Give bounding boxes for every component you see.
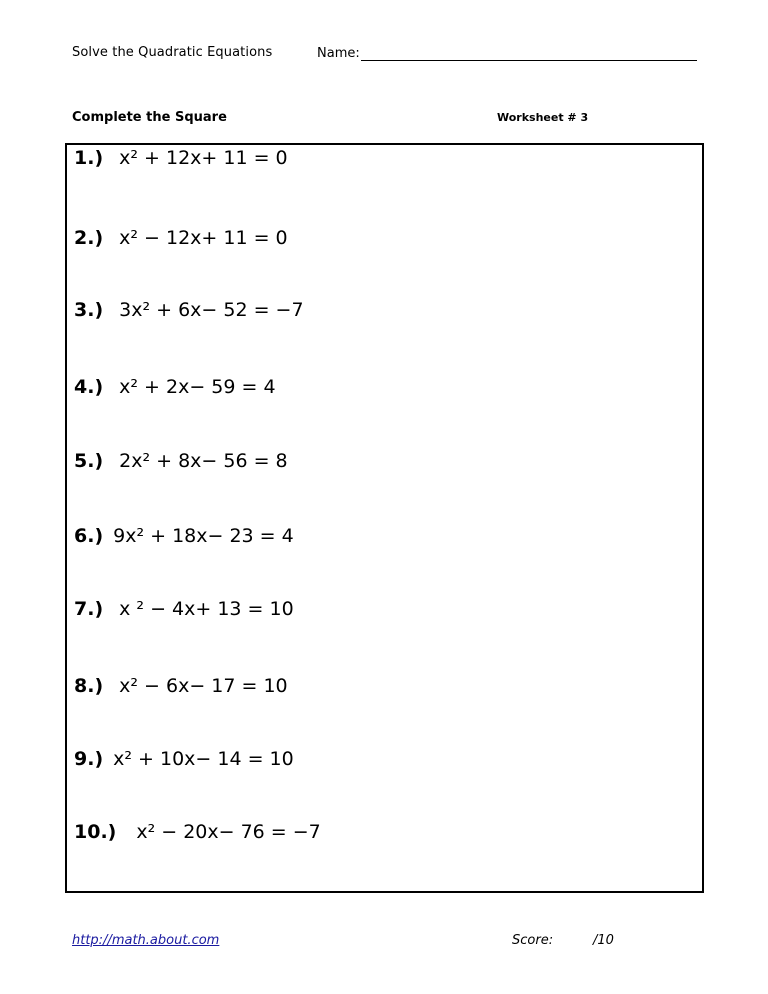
problem-item <box>74 376 276 398</box>
problem-item <box>74 598 294 620</box>
name-label: Name: <box>317 46 360 61</box>
problem-item <box>74 748 294 770</box>
name-blank-line <box>361 45 697 61</box>
problem-number: 6.) <box>74 525 104 547</box>
problem-item <box>74 675 288 697</box>
problem-equation: 2x² + 8x− 56 = 8 <box>119 450 288 472</box>
problem-item <box>74 147 288 169</box>
problem-number: 8.) <box>74 675 104 697</box>
score-total: /10 <box>593 933 614 948</box>
problem-equation: 3x² + 6x− 52 = −7 <box>119 299 304 321</box>
worksheet-title: Solve the Quadratic Equations <box>72 45 273 60</box>
section-title: Complete the Square <box>72 110 227 125</box>
problem-equation: x ² − 4x+ 13 = 10 <box>119 598 294 620</box>
problem-number: 10.) <box>74 821 117 843</box>
name-field-row <box>317 45 697 61</box>
source-link[interactable]: http://math.about.com <box>72 933 220 948</box>
problem-number: 2.) <box>74 227 104 249</box>
problem-equation: x² + 2x− 59 = 4 <box>119 376 276 398</box>
problem-number: 9.) <box>74 748 104 770</box>
problem-equation: x² − 12x+ 11 = 0 <box>119 227 288 249</box>
problem-number: 5.) <box>74 450 104 472</box>
problem-number: 1.) <box>74 147 104 169</box>
problem-number: 4.) <box>74 376 104 398</box>
score-label: Score: <box>512 933 554 948</box>
problem-item <box>74 299 304 321</box>
problem-item <box>74 821 321 843</box>
problem-equation: x² − 6x− 17 = 10 <box>119 675 288 697</box>
problem-number: 7.) <box>74 598 104 620</box>
problem-item <box>74 227 288 249</box>
problem-number: 3.) <box>74 299 104 321</box>
problem-equation: x² + 10x− 14 = 10 <box>113 748 294 770</box>
problem-item <box>74 450 288 472</box>
problem-box <box>65 143 704 893</box>
problem-equation: x² + 12x+ 11 = 0 <box>119 147 288 169</box>
problem-item <box>74 525 294 547</box>
problem-equation: 9x² + 18x− 23 = 4 <box>113 525 294 547</box>
worksheet-number: Worksheet # 3 <box>497 111 589 124</box>
problem-equation: x² − 20x− 76 = −7 <box>136 821 321 843</box>
